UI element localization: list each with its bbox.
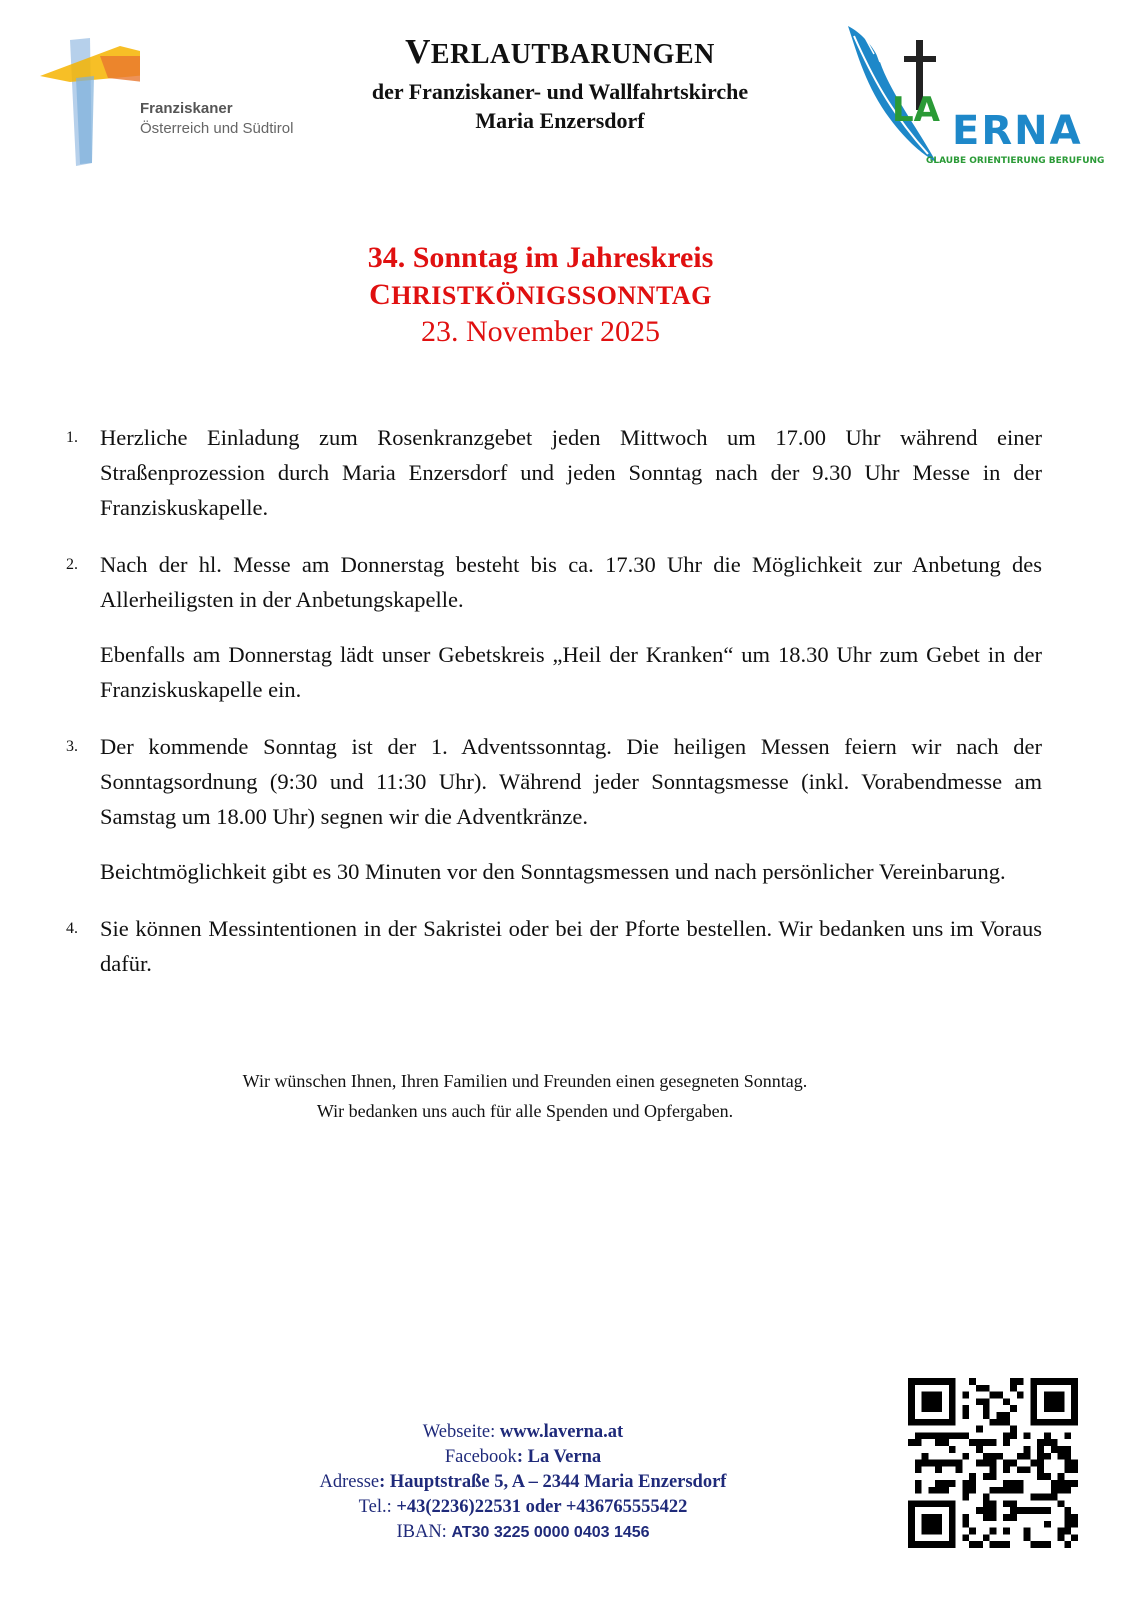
announcement-item — [64, 911, 1042, 981]
franziskaner-tau-icon — [40, 38, 140, 168]
website-line: Webseite: www.laverna.at — [422, 1422, 624, 1442]
announcement-item — [64, 547, 1042, 707]
church-location: Maria Enzersdorf — [475, 108, 645, 133]
announcements-list — [64, 420, 1042, 981]
qr-code-icon[interactable] — [908, 1378, 1078, 1548]
document-title: VERLAUTBARUNGEN — [405, 32, 715, 71]
phone-line: Tel.: +43(2236)22531 oder +436765555422 — [358, 1497, 688, 1517]
announcement-item — [64, 420, 1042, 525]
facebook-line: Facebook: La Verna — [444, 1447, 602, 1467]
la-verna-logo — [840, 22, 1105, 177]
franziskaner-region: Österreich und Südtirol — [140, 120, 294, 137]
date: 23. November 2025 — [420, 315, 661, 348]
liturgical-sunday: 34. Sonntag im Jahreskreis — [367, 241, 714, 274]
logo-erna: ERNA — [952, 108, 1083, 154]
church-name: der Franziskaner- und Wallfahrtskirche — [371, 79, 749, 104]
logo-la: LA — [892, 90, 940, 130]
item-text: Ebenfalls am Donnerstag lädt unser Gebetskreis „Heil der Kranken“ um 18.30 Uhr zum Gebet in der Franziskuskapelle ein. — [100, 642, 1042, 702]
franziskaner-name: Franziskaner — [140, 100, 233, 117]
item-text: Der kommende Sonntag ist der 1. Adventssonntag. Die heiligen Messen feiern wir nach der Sonntagsordnung (9:30 und 11:30 Uhr). Während jeder Sonntagsmesse (inkl. Vorabendmesse am Samstag um 18.00 Uhr) segnen wir die Adventkränze. — [100, 734, 1042, 829]
item-text: Beichtmöglichkeit gibt es 30 Minuten vor den Sonntagsmessen und nach persönlicher Vereinbarung. — [100, 859, 1006, 884]
closing-greeting — [60, 1066, 990, 1126]
announcement-item — [64, 729, 1042, 889]
contact-footer — [200, 1420, 846, 1545]
address-line: Adresse: Hauptstraße 5, A – 2344 Maria Enzersdorf — [319, 1472, 727, 1492]
franziskaner-logo — [40, 38, 340, 168]
item-number: 2. — [66, 556, 78, 573]
facebook-link[interactable]: : La Verna — [516, 1447, 602, 1467]
greeting-line: Wir wünschen Ihnen, Ihren Familien und Freunden einen gesegneten Sonntag. — [242, 1071, 808, 1091]
feast-name: CHRISTKÖNIGSSONNTAG — [369, 278, 712, 311]
sunday-title-block — [0, 238, 1081, 351]
item-text: Sie können Messintentionen in der Sakristei oder bei der Pforte bestellen. Wir bedanken uns im Voraus dafür. — [100, 916, 1042, 976]
greeting-line: Wir bedanken uns auch für alle Spenden und Opfergaben. — [316, 1101, 734, 1121]
item-text: Herzliche Einladung zum Rosenkranzgebet jeden Mittwoch um 17.00 Uhr während einer Straßenprozession durch Maria Enzersdorf und jeden Sonntag nach der 9.30 Uhr Messe in der Franziskuskapelle. — [100, 425, 1042, 520]
item-number: 4. — [66, 920, 78, 937]
website-link[interactable]: www.laverna.at — [499, 1422, 624, 1442]
document-header — [330, 30, 790, 135]
item-number: 3. — [66, 738, 78, 755]
item-text: Nach der hl. Messe am Donnerstag besteht bis ca. 17.30 Uhr die Möglichkeit zur Anbetung des Allerheiligsten in der Anbetungskapelle. — [100, 552, 1042, 612]
item-number: 1. — [66, 429, 78, 446]
iban-line: IBAN: AT30 3225 0000 0403 1456 — [396, 1522, 650, 1542]
logo-tagline: GLAUBE ORIENTIERUNG BERUFUNG — [926, 156, 1105, 166]
